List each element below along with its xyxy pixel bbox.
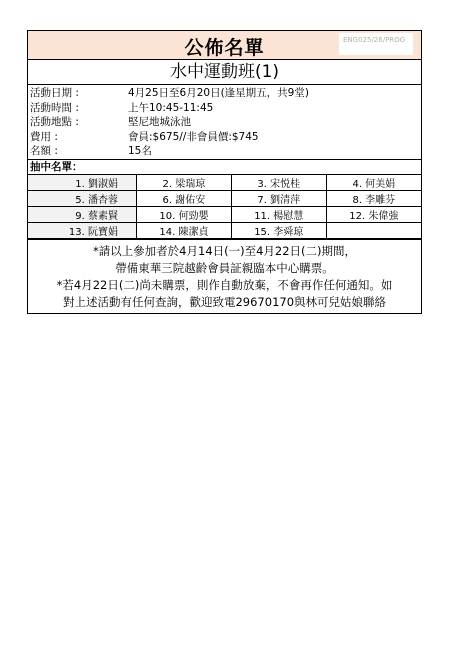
winners-table: [28, 175, 421, 239]
info-label: 名額 :: [30, 145, 58, 157]
winner-cell: 7. 劉清萍: [231, 190, 326, 206]
info-row-date: [28, 86, 421, 101]
winner-cell: 11. 楊慰慧: [231, 206, 326, 222]
winner-cell: 2. 梁瑞琼: [137, 175, 232, 191]
table-row: [28, 175, 421, 191]
info-label: 活動地點 :: [30, 116, 79, 128]
winner-cell: 14. 陳潔貞: [137, 222, 232, 238]
winner-cell: 6. 謝佑安: [137, 190, 232, 206]
form-code: ENG025/26/PROG: [339, 33, 413, 55]
note-line: 對上述活動有任何查詢，歡迎致電29670170與林可兒姑娘聯絡: [62, 294, 387, 309]
winner-cell: 1. 劉淑娟: [28, 175, 137, 191]
info-value: 會員:$675//非會員價:$745: [128, 130, 259, 143]
notes: [28, 239, 421, 313]
info-label: 費用 :: [30, 130, 58, 143]
info-value: 4月25日至6月20日(逢星期五，共9堂): [128, 87, 309, 99]
info-row-venue: [28, 115, 421, 130]
winner-cell: 8. 李雕芬: [326, 190, 421, 206]
winner-cell: 5. 潘杏蓉: [28, 190, 137, 206]
table-row: [28, 190, 421, 206]
info-row-time: [28, 101, 421, 116]
info-value: 堅尼地城泳池: [128, 116, 191, 128]
note-line: *請以上參加者於4月14日(一)至4月22日(二)期間，: [92, 243, 357, 258]
course-name: 水中運動班(1): [28, 60, 421, 85]
info-row-quota: [28, 144, 421, 159]
winner-cell: 13. 阮寶娟: [28, 222, 137, 238]
empty-cell: [326, 222, 421, 238]
page-title: 公佈名單: [184, 37, 265, 59]
winner-cell: 9. 蔡素賢: [28, 206, 137, 222]
info-row-fee: [28, 130, 421, 145]
table-row: [28, 222, 421, 238]
winner-cell: 3. 宋悦桂: [231, 175, 326, 191]
info-label: 活動日期 :: [30, 87, 79, 99]
winner-cell: 12. 朱偉強: [326, 206, 421, 222]
note-line: 帶備東華三院越齡會員証親臨本中心購票。: [115, 260, 334, 275]
info-value: 上午10:45-11:45: [128, 101, 214, 114]
winner-cell: 4. 何美娟: [326, 175, 421, 191]
course-info: [28, 85, 421, 160]
info-value: 15名: [128, 145, 152, 157]
info-label: 活動時間 :: [30, 101, 79, 114]
winner-cell: 10. 何勁嬰: [137, 206, 232, 222]
notice-sheet: [27, 30, 422, 314]
table-row: [28, 206, 421, 222]
winners-heading: 抽中名單：: [28, 160, 421, 175]
note-line: *若4月22日(二)尚未購票，則作自動放棄，不會再作任何通知。如: [56, 277, 393, 292]
winner-cell: 15. 李舜琼: [231, 222, 326, 238]
title-bar: [28, 31, 421, 60]
